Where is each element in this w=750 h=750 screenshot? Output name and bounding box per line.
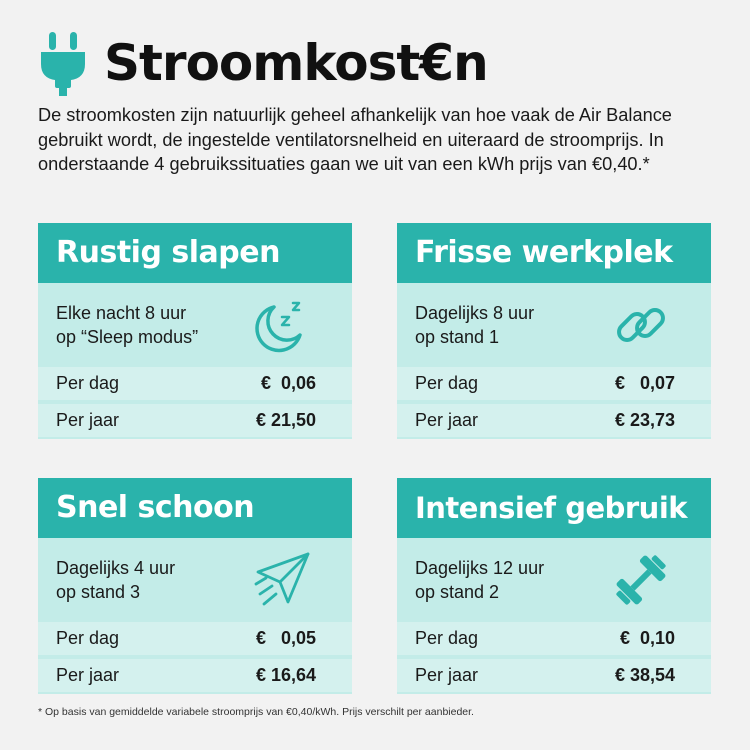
card-description-line: op stand 1 [415, 327, 500, 347]
card-description [38, 538, 352, 618]
row-per-jaar [397, 659, 711, 692]
dumbbell-icon [611, 550, 671, 610]
row-label: Per jaar [415, 410, 479, 430]
card-description-line: op stand 3 [56, 582, 141, 602]
row-per-jaar [38, 404, 352, 437]
row-value: € 23,73 [614, 410, 675, 430]
card-title: Rustig slapen [38, 223, 352, 283]
row-per-dag [38, 367, 352, 400]
row-value: € 0,06 [260, 373, 316, 393]
header [38, 30, 488, 96]
row-value: € 38,54 [614, 665, 675, 685]
row-per-dag [397, 367, 711, 400]
intro-text: De stroomkosten zijn natuurlijk geheel afhankelijk van hoe vaak de Air Balance gebruikt wordt, de ingestelde ventilatorsnelheid en uiteraard de stroomprijs. In onderstaande 4 gebruikssituaties gaan we uit van een kWh prijs van €0,40.* [38, 105, 672, 174]
card-description-line: Dagelijks 8 uur [415, 303, 535, 323]
card-intensief-gebruik [397, 478, 711, 694]
card-description [38, 283, 352, 363]
row-label: Per jaar [415, 665, 479, 685]
page-title: Stroomkost€n [104, 34, 488, 92]
card-description-line: Elke nacht 8 uur [56, 303, 187, 323]
paper-plane-icon [252, 550, 312, 610]
row-label: Per dag [415, 373, 479, 393]
row-value: € 0,07 [614, 373, 675, 393]
row-value: € 21,50 [255, 410, 316, 430]
row-per-jaar [397, 404, 711, 437]
card-description-line: Dagelijks 4 uur [56, 558, 176, 578]
row-label: Per jaar [56, 665, 120, 685]
row-per-dag [38, 622, 352, 655]
card-description-line: op “Sleep modus” [56, 327, 199, 347]
row-label: Per jaar [56, 410, 120, 430]
footnote: * Op basis van gemiddelde variabele stroomprijs van €0,40/kWh. Prijs verschilt per aanbieder. [38, 706, 474, 718]
row-label: Per dag [415, 628, 479, 648]
card-description [397, 283, 711, 363]
row-label: Per dag [56, 628, 120, 648]
card-description-line: Dagelijks 12 uur [415, 558, 545, 578]
card-rustig-slapen [38, 223, 352, 439]
row-label: Per dag [56, 373, 120, 393]
moon-sleep-icon [252, 295, 312, 355]
card-frisse-werkplek [397, 223, 711, 439]
card-description-line: op stand 2 [415, 582, 500, 602]
row-value: € 0,05 [255, 628, 316, 648]
card-title: Snel schoon [38, 478, 352, 538]
plug-icon [38, 30, 88, 96]
row-per-jaar [38, 659, 352, 692]
card-description [397, 538, 711, 618]
row-per-dag [397, 622, 711, 655]
link-icon [611, 295, 671, 355]
row-value: € 0,10 [619, 628, 675, 648]
card-snel-schoon [38, 478, 352, 694]
row-value: € 16,64 [255, 665, 316, 685]
card-title: Intensief gebruik [397, 478, 711, 538]
card-title: Frisse werkplek [397, 223, 711, 283]
